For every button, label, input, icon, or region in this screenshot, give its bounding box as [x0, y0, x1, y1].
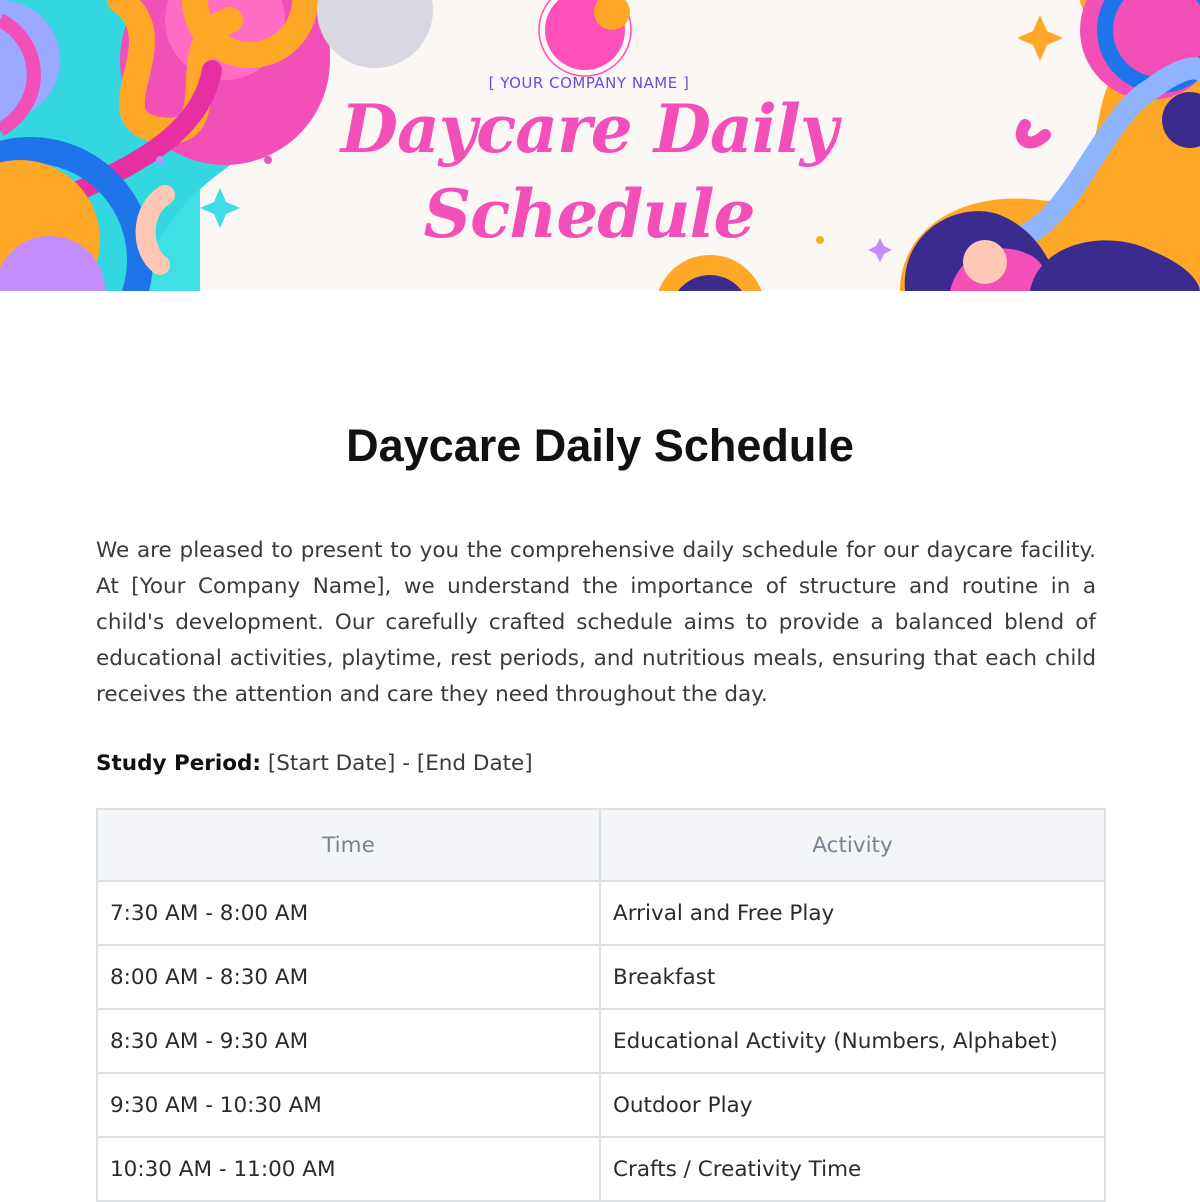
header-banner [0, 0, 1200, 291]
header-time: Time [97, 809, 600, 881]
table-header-row [97, 809, 1105, 881]
banner-title-line2: Schedule [423, 175, 755, 253]
table-row [97, 1137, 1105, 1201]
study-period-value: [Start Date] - [End Date] [267, 751, 533, 776]
company-name: [ YOUR COMPANY NAME ] [488, 74, 690, 92]
activity-cell: Outdoor Play [600, 1073, 1105, 1137]
table-row [97, 1009, 1105, 1073]
banner-title-line1: Daycare Daily [340, 90, 838, 168]
table-row [97, 881, 1105, 945]
activity-cell: Crafts / Creativity Time [600, 1137, 1105, 1201]
activity-cell: Breakfast [600, 945, 1105, 1009]
study-period-label: Study Period: [96, 751, 262, 776]
schedule-table [96, 808, 1106, 1202]
time-cell: 10:30 AM - 11:00 AM [97, 1137, 600, 1201]
activity-cell: Arrival and Free Play [600, 881, 1105, 945]
table-row [97, 945, 1105, 1009]
study-period [96, 751, 533, 776]
activity-cell: Educational Activity (Numbers, Alphabet) [600, 1009, 1105, 1073]
time-cell: 7:30 AM - 8:00 AM [97, 881, 600, 945]
intro-paragraph: We are pleased to present to you the comprehensive daily schedule for our daycare facility. At [Your Company Name], we understand the importance of structure and routine in a child's development. Our carefully crafted schedule aims to provide a balanced blend of educational activities, playtime, rest periods, and nutritious meals, ensuring that each child receives the attention and care they need throughout the day. [96, 538, 1096, 707]
page-title: Daycare Daily Schedule [346, 420, 854, 471]
header-activity: Activity [600, 809, 1105, 881]
table-row [97, 1073, 1105, 1137]
time-cell: 9:30 AM - 10:30 AM [97, 1073, 600, 1137]
time-cell: 8:00 AM - 8:30 AM [97, 945, 600, 1009]
time-cell: 8:30 AM - 9:30 AM [97, 1009, 600, 1073]
